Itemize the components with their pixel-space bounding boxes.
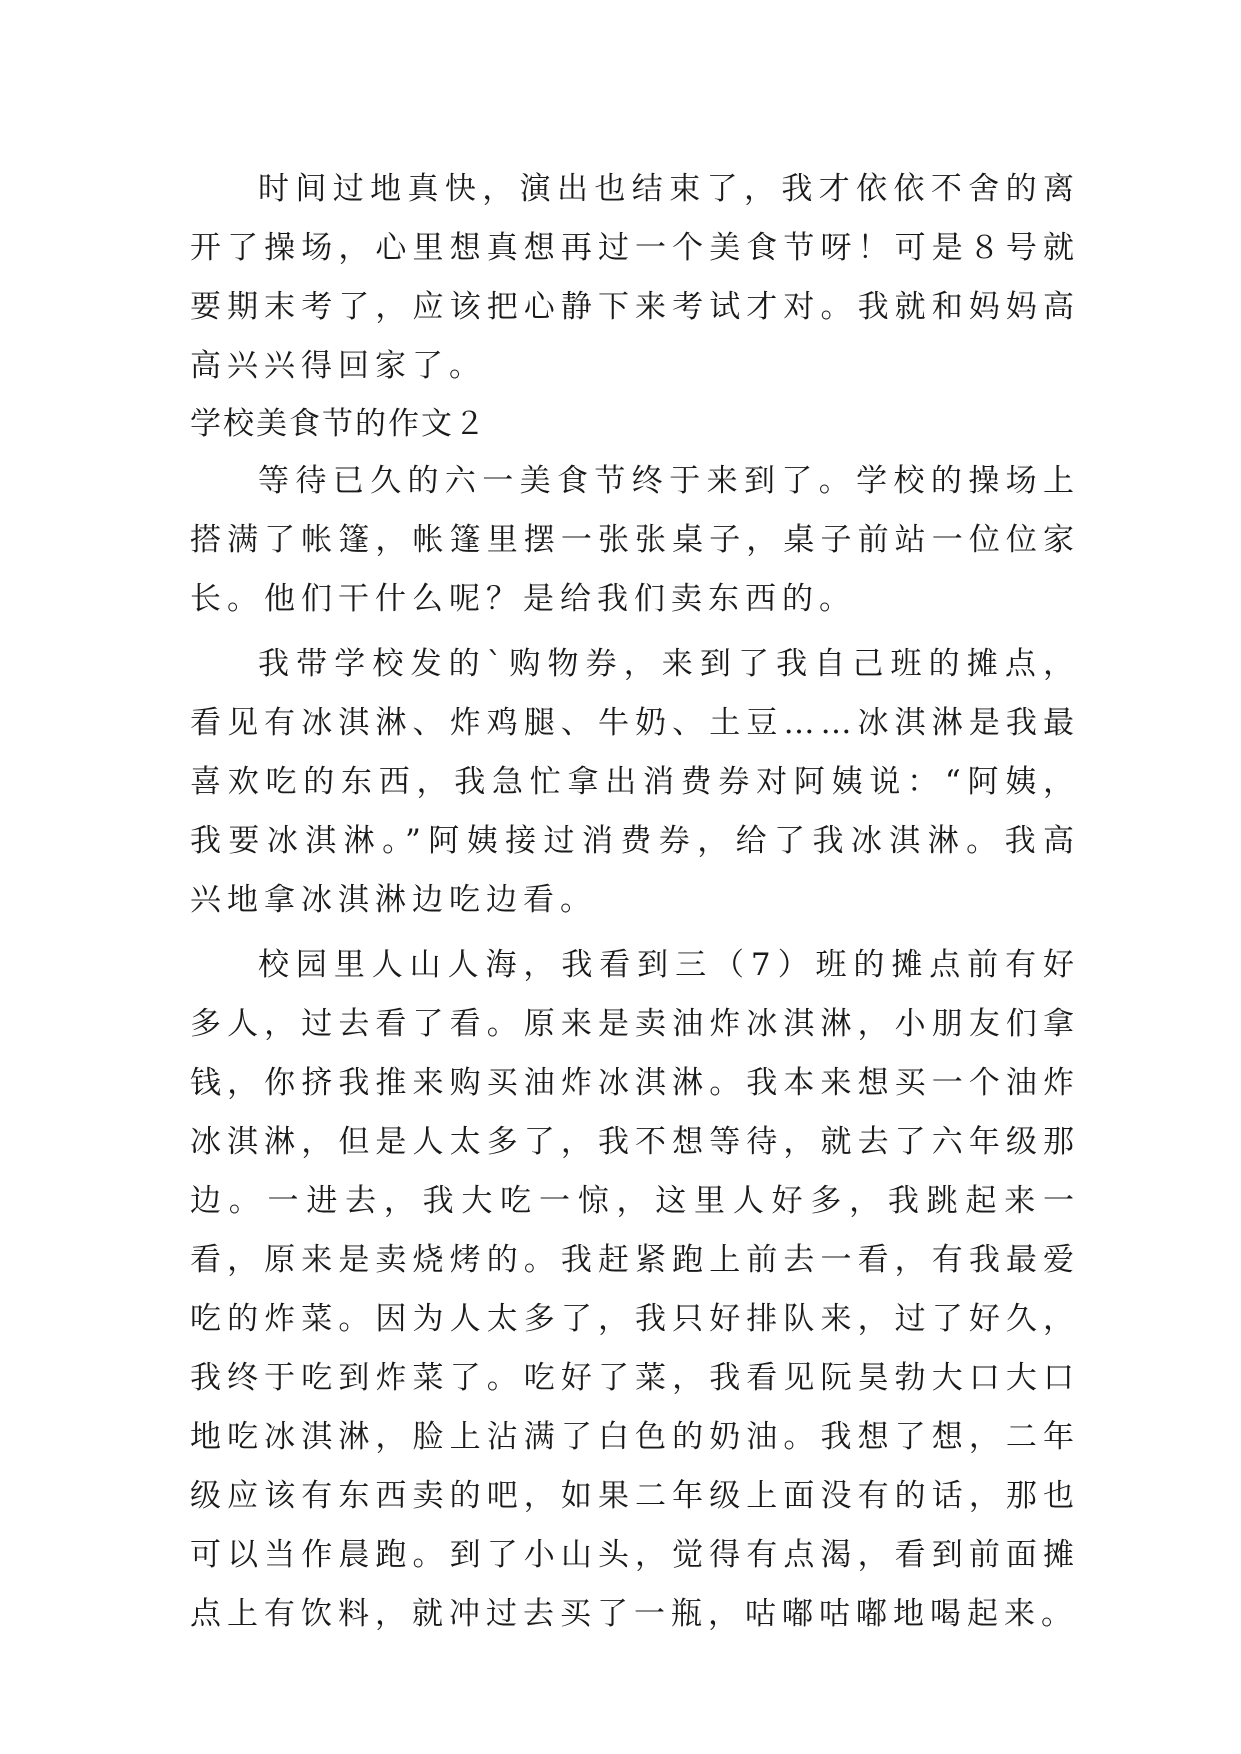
paragraph-closing: 时间过地真快，演出也结束了，我才依依不舍的离开了操场，心里想真想再过一个美食节呀！可是８号就要期末考了，应该把心静下来考试才对。我就和妈妈高高兴兴得回家了。 [190,171,1080,384]
essay-heading: 学校美食节的作文２ [190,406,487,442]
paragraph-ice-cream: 我带学校发的`购物券，来到了我自己班的摊点，看见有冰淇淋、炸鸡腿、牛奶、土豆……冰淇淋是我最喜欢吃的东西，我急忙拿出消费券对阿姨说：“阿姨，我要冰淇淋。”阿姨接过消费券，给了我冰淇淋。我高兴地拿冰淇淋边吃边看。 [190,646,1080,918]
paragraph-intro: 等待已久的六一美食节终于来到了。学校的操场上搭满了帐篷，帐篷里摆一张张桌子，桌子前站一位位家长。他们干什么呢？是给我们卖东西的。 [190,463,1080,617]
document-body [190,160,1080,1644]
paragraph-campus: 校园里人山人海，我看到三（7）班的摊点前有好多人，过去看了看。原来是卖油炸冰淇淋，小朋友们拿钱，你挤我推来购买油炸冰淇淋。我本来想买一个油炸冰淇淋，但是人太多了，我不想等待，就去了六年级那边。一进去，我大吃一惊，这里人好多，我跳起来一看，原来是卖烧烤的。我赶紧跑上前去一看，有我最爱吃的炸菜。因为人太多了，我只好排队来，过了好久，我终于吃到炸菜了。吃好了菜，我看见阮昊勃大口大口地吃冰淇淋，脸上沾满了白色的奶油。我想了想，二年级应该有东西卖的吧，如果二年级上面没有的话，那也可以当作晨跑。到了小山头，觉得有点渴，看到前面摊点上有饮料，就冲过去买了一瓶，咕嘟咕嘟地喝起来。 [190,947,1080,1632]
